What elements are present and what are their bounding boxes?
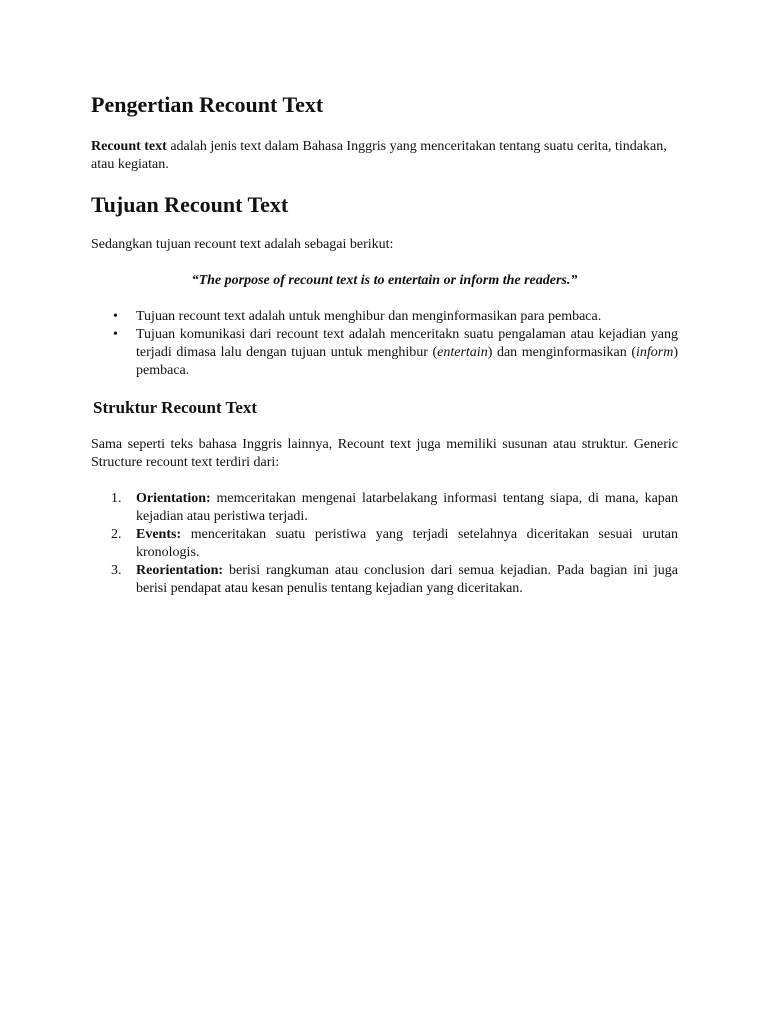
numbered-item-text: Events: menceritakan suatu peristiwa yang terjadi setelahnya diceritakan sesuai urutan kronologis. <box>136 527 678 560</box>
bullet-marker: • <box>113 309 118 324</box>
list-number: 1. <box>111 491 122 506</box>
bullet-text: Tujuan recount text adalah untuk menghibur dan menginformasikan para pembaca. <box>136 309 602 324</box>
quote-purpose: “The porpose of recount text is to entertain or inform the readers.” <box>191 273 578 288</box>
item-term: Orientation: <box>136 491 211 506</box>
list-number: 3. <box>111 563 122 578</box>
numbered-item-text: Reorientation: berisi rangkuman atau conclusion dari semua kejadian. Pada bagian ini juga berisi pendapat atau kesan penulis tentang kejadian yang diceritakan. <box>136 563 678 596</box>
bullet-text: Tujuan komunikasi dari recount text adalah menceritakn suatu pengalaman atau kejadian yang terjadi dimasa lalu dengan tujuan untuk menghibur (entertain) dan menginformasikan (inform) pembaca. <box>136 327 678 378</box>
italic-inform: inform <box>635 345 674 360</box>
paragraph-definition <box>91 138 678 174</box>
paragraph-tujuan-intro: Sedangkan tujuan recount text adalah sebagai berikut: <box>91 237 394 252</box>
bullet-marker: • <box>113 327 118 342</box>
item-term: Events: <box>136 527 182 542</box>
heading-tujuan: Tujuan Recount Text <box>91 192 289 217</box>
italic-entertain: entertain <box>437 345 488 360</box>
paragraph-struktur-intro: Sama seperti teks bahasa Inggris lainnya, Recount text juga memiliki susunan atau struktur. Generic Structure recount text terdiri dari: <box>91 437 678 470</box>
definition-term: Recount text <box>91 139 167 154</box>
heading-struktur: Struktur Recount Text <box>93 398 258 417</box>
list-number: 2. <box>111 527 122 542</box>
item-term: Reorientation: <box>136 563 224 578</box>
numbered-item-text: Orientation: memceritakan mengenai latarbelakang informasi tentang siapa, di mana, kapan kejadian atau peristiwa terjadi. <box>136 491 678 524</box>
definition-text: adalah jenis text dalam Bahasa Inggris yang menceritakan tentang suatu cerita, tindakan, atau kegiatan. <box>91 139 667 172</box>
heading-pengertian: Pengertian Recount Text <box>91 92 324 117</box>
